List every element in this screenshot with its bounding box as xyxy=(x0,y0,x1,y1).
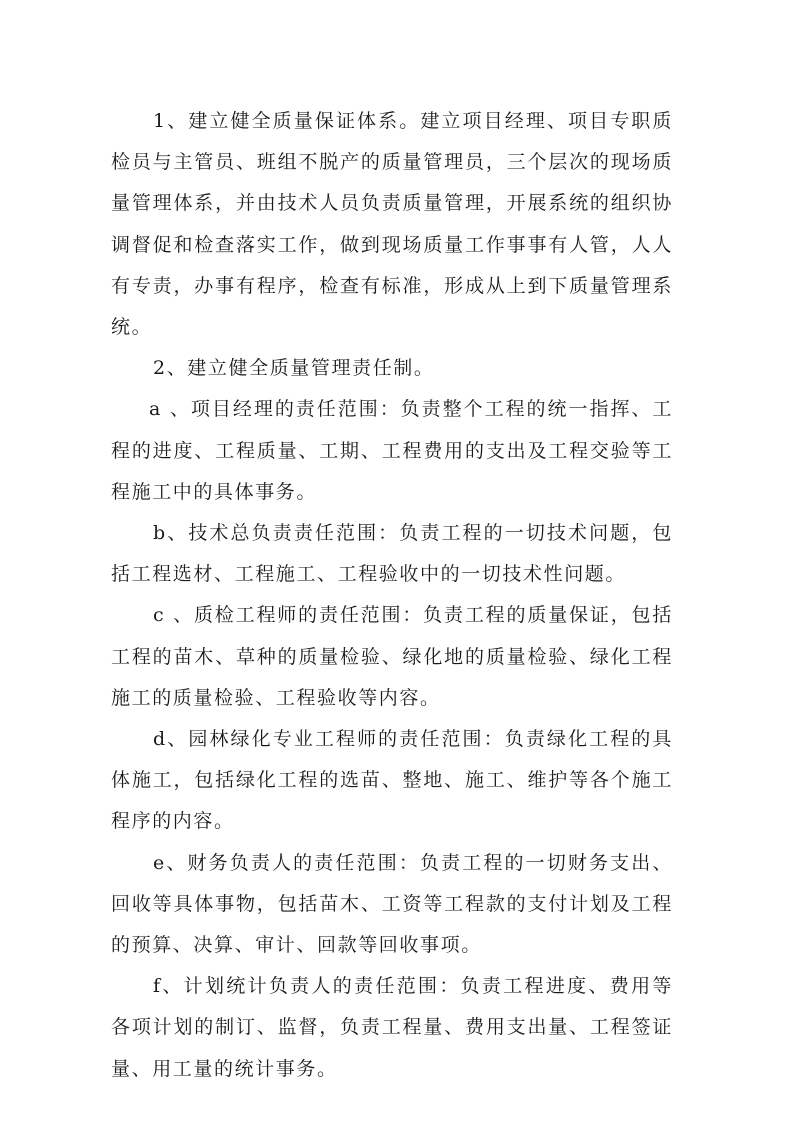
paragraph-technical-lead-scope: b、技术总负责责任范围：负责工程的一切技术问题，包括工程选材、工程施工、工程验收中的一切技术性问题。 xyxy=(111,522,673,586)
paragraph-landscape-engineer-scope: d、园林绿化专业工程师的责任范围：负责绿化工程的具体施工，包括绿化工程的选苗、整地、施工、维护等各个施工程序的内容。 xyxy=(111,728,673,833)
paragraph-quality-engineer-scope: c 、质检工程师的责任范围：负责工程的质量保证，包括工程的苗木、草种的质量检验、绿化地的质量检验、绿化工程施工的质量检验、工程验收等内容。 xyxy=(111,604,673,709)
paragraph-project-manager-scope: a 、项目经理的责任范围：负责整个工程的统一指挥、工程的进度、工程质量、工期、工程费用的支出及工程交验等工程施工中的具体事务。 xyxy=(111,398,673,503)
paragraph-finance-lead-scope: e、财务负责人的责任范围：负责工程的一切财务支出、回收等具体事物，包括苗木、工资等工程款的支付计划及工程的预算、决算、审计、回款等回收事项。 xyxy=(111,851,673,957)
paragraph-quality-assurance-system: 1、建立健全质量保证体系。建立项目经理、项目专职质检员与主管员、班组不脱产的质量管理员，三个层次的现场质量管理体系，并由技术人员负责质量管理，开展系统的组织协调督促和检查落实工作，做到现场质量工作事事有人管，人人有专责，办事有程序，检查有标准，形成从上到下质量管理系统。 xyxy=(111,110,673,339)
paragraph-responsibility-system-heading: 2、建立健全质量管理责任制。 xyxy=(153,357,435,380)
paragraph-planning-statistics-scope: f、计划统计负责人的责任范围：负责工程进度、费用等各项计划的制订、监督，负责工程量、费用支出量、工程签证量、用工量的统计事务。 xyxy=(111,975,673,1080)
document-page xyxy=(111,101,673,1090)
